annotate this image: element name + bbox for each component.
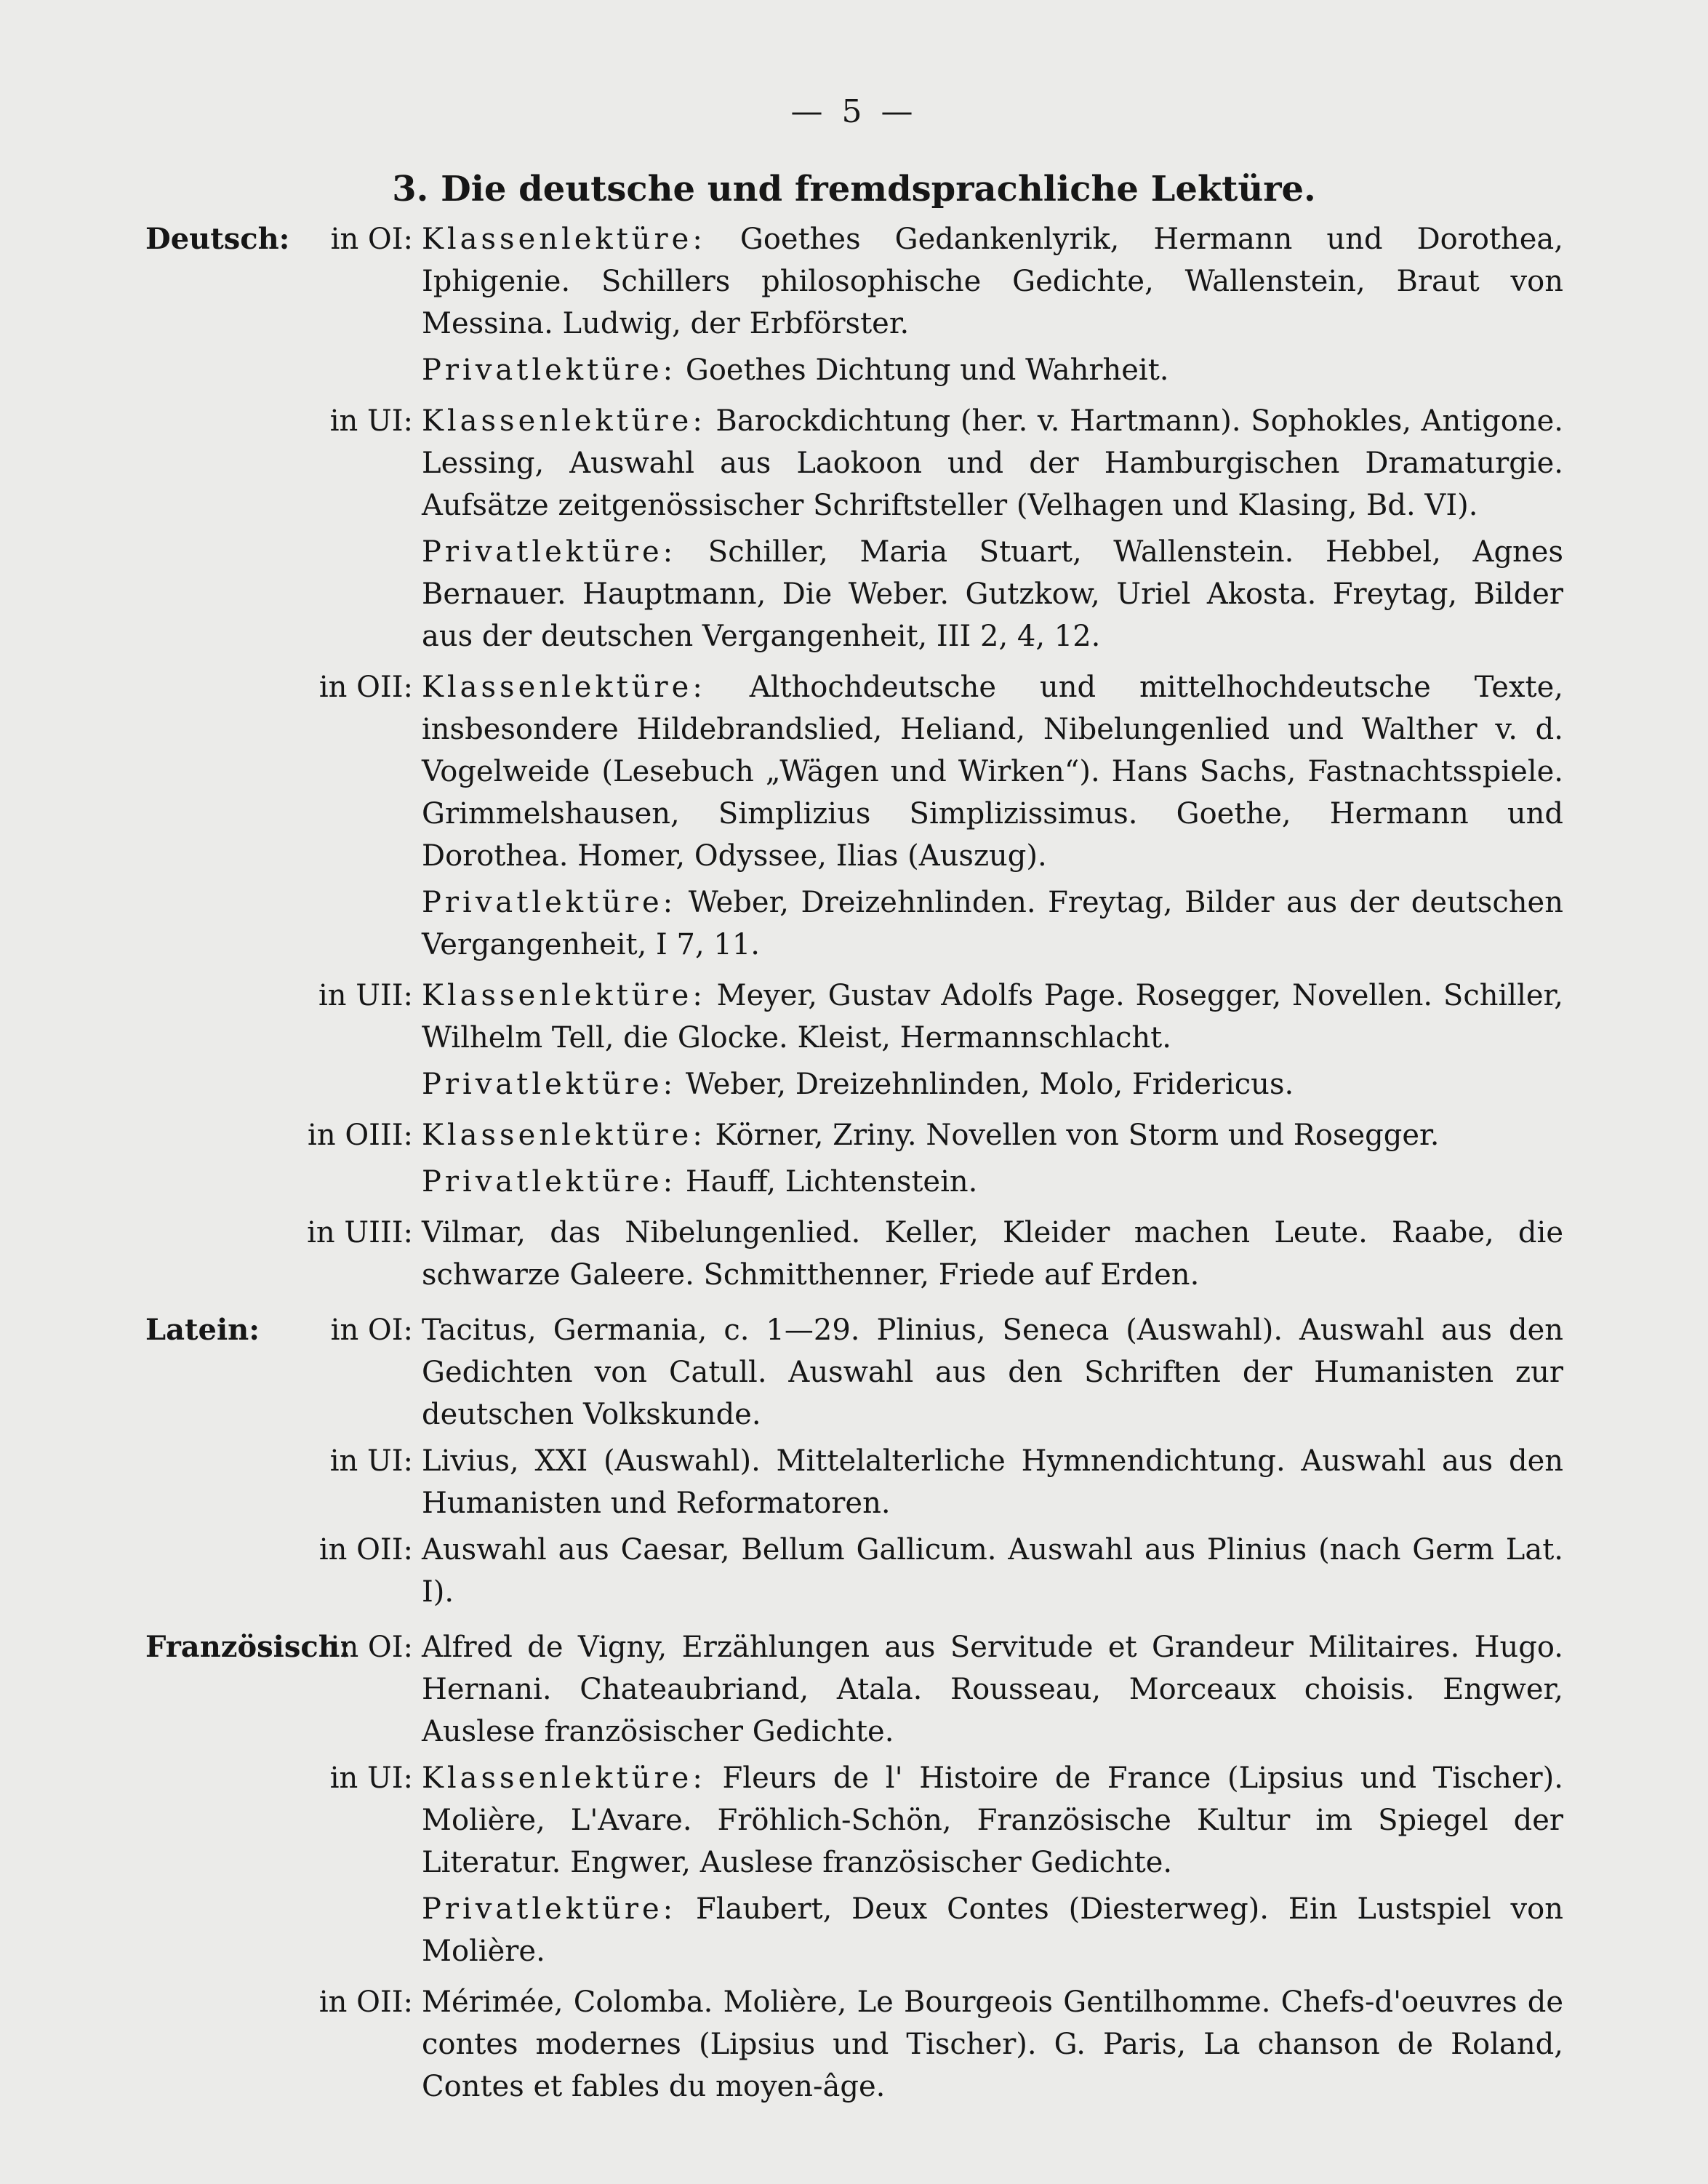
entry-body: Alfred de Vigny, Erzählungen aus Servitude et Grandeur Militaires. Hugo. Hernani. Chateaubriand, Atala. Rousseau, Morceaux choisis. Engwer, Auslese französischer Gedichte.: [422, 1631, 1563, 1748]
reading-list: [145, 218, 1563, 2121]
privatlektuere-label: Privatlektüre:: [422, 353, 677, 387]
franzoesisch-oii-entry: [145, 1981, 1563, 2108]
class-label: in OI:: [330, 1313, 413, 1347]
entry-body: [422, 400, 1563, 662]
klassenlektuere-text: Althochdeutsche und mittelhochdeutsche Texte, insbesondere Hildebrandslied, Heliand, Nibelungenlied und Walther v. d. Vogelweide (Lesebuch „Wägen und Wirken“). Hans Sachs, Fastnachtsspiele. Grimmelshausen, Simplizius Simplizissimus. Goethe, Hermann und Dorothea. Homer, Odyssee, Ilias (Auszug).: [422, 671, 1563, 873]
page-number: — 5 —: [790, 93, 918, 130]
deutsch-uii-entry: [145, 975, 1563, 1110]
privatlektuere-block: [422, 1161, 1563, 1203]
class-label: in UIII:: [307, 1216, 413, 1249]
privatlektuere-block: [422, 1063, 1563, 1105]
class-label: in UII:: [318, 979, 413, 1012]
klassenlektuere-label: Klassenlektüre:: [422, 1761, 706, 1795]
privatlektuere-label: Privatlektüre:: [422, 1068, 677, 1101]
entry-body: [422, 218, 1563, 396]
entry-body: Tacitus, Germania, c. 1—29. Plinius, Seneca (Auswahl). Auswahl aus den Gedichten von Catull. Auswahl aus den Schriften der Humanisten zur deutschen Volkskunde.: [422, 1313, 1563, 1431]
deutsch-oi-entry: [145, 218, 1563, 396]
privatlektuere-text: Goethes Dichtung und Wahrheit.: [685, 353, 1169, 387]
entry-body: Auswahl aus Caesar, Bellum Gallicum. Auswahl aus Plinius (nach Germ Lat. I).: [422, 1533, 1563, 1609]
latein-oii-entry: [145, 1529, 1563, 1613]
klassenlektuere-block: [422, 975, 1563, 1059]
entry-body: Livius, XXI (Auswahl). Mittelalterliche Hymnendichtung. Auswahl aus den Humanisten und Reformatoren.: [422, 1444, 1563, 1520]
class-label: in OII:: [318, 1533, 413, 1567]
franzoesisch-oi-entry: [145, 1626, 1563, 1753]
klassenlektuere-label: Klassenlektüre:: [422, 979, 706, 1012]
entry-body: Vilmar, das Nibelungenlied. Keller, Kleider machen Leute. Raabe, die schwarze Galeere. Schmitthenner, Friede auf Erden.: [422, 1216, 1563, 1292]
klassenlektuere-block: [422, 400, 1563, 527]
franzoesisch-ui-entry: [145, 1757, 1563, 1977]
deutsch-section: [145, 218, 1563, 1296]
privatlektuere-block: [422, 881, 1563, 966]
entry-body: [422, 1114, 1563, 1207]
klassenlektuere-block: [422, 218, 1563, 345]
class-label: in UI:: [329, 404, 413, 438]
latein-section: [145, 1309, 1563, 1613]
class-label: in OI:: [330, 1631, 413, 1664]
klassenlektuere-block: [422, 1757, 1563, 1884]
privatlektuere-text: Hauff, Lichtenstein.: [685, 1165, 978, 1199]
entry-body: [422, 1757, 1563, 1977]
latein-ui-entry: [145, 1440, 1563, 1524]
entry-body: [422, 666, 1563, 970]
privatlektuere-block: [422, 531, 1563, 657]
privatlektuere-text: Weber, Dreizehnlinden, Molo, Fridericus.: [685, 1068, 1294, 1101]
klassenlektuere-label: Klassenlektüre:: [422, 404, 706, 438]
language-label: Französisch:: [145, 1630, 350, 1664]
privatlektuere-text: Schiller, Maria Stuart, Wallenstein. Hebbel, Agnes Bernauer. Hauptmann, Die Weber. Gutzkow, Uriel Akosta. Freytag, Bilder aus der deutschen Vergangenheit, III 2, 4, 12.: [422, 535, 1564, 653]
deutsch-uiii-entry: [145, 1212, 1563, 1296]
class-label: in OI:: [330, 223, 413, 256]
deutsch-oiii-entry: [145, 1114, 1563, 1207]
language-label: Deutsch:: [145, 222, 290, 256]
franzoesisch-section: [145, 1626, 1563, 2108]
class-label: in OII:: [318, 1985, 413, 2019]
klassenlektuere-label: Klassenlektüre:: [422, 1119, 706, 1152]
language-label: Latein:: [145, 1313, 260, 1347]
privatlektuere-block: [422, 349, 1563, 391]
klassenlektuere-text: Meyer, Gustav Adolfs Page. Rosegger, Novellen. Schiller, Wilhelm Tell, die Glocke. Kleist, Hermannschlacht.: [422, 979, 1563, 1055]
class-label: in OII:: [318, 671, 413, 704]
entry-body: Mérimée, Colomba. Molière, Le Bourgeois Gentilhomme. Chefs-d'oeuvres de contes modernes (Lipsius und Tischer). G. Paris, La chanson de Roland, Contes et fables du moyen-âge.: [422, 1985, 1563, 2103]
klassenlektuere-text: Körner, Zriny. Novellen von Storm und Rosegger.: [715, 1119, 1440, 1152]
klassenlektuere-block: [422, 666, 1563, 877]
privatlektuere-label: Privatlektüre:: [422, 886, 677, 919]
latein-oi-entry: [145, 1309, 1563, 1436]
privatlektuere-label: Privatlektüre:: [422, 1892, 677, 1926]
privatlektuere-block: [422, 1888, 1563, 1972]
class-label: in UI:: [329, 1761, 413, 1795]
class-label: in UI:: [329, 1444, 413, 1478]
klassenlektuere-text: Goethes Gedankenlyrik, Hermann und Dorothea, Iphigenie. Schillers philosophische Gedichte, Wallenstein, Braut von Messina. Ludwig, der Erbförster.: [422, 223, 1563, 340]
klassenlektuere-label: Klassenlektüre:: [422, 671, 706, 704]
privatlektuere-text: Weber, Dreizehnlinden. Freytag, Bilder aus der deutschen Vergangenheit, I 7, 11.: [422, 886, 1563, 961]
privatlektuere-label: Privatlektüre:: [422, 535, 677, 569]
entry-body: [422, 975, 1563, 1110]
klassenlektuere-text: Barockdichtung (her. v. Hartmann). Sophokles, Antigone. Lessing, Auswahl aus Laokoon und der Hamburgischen Dramaturgie. Aufsätze zeitgenössischer Schriftsteller (Velhagen und Klasing, Bd. VI).: [422, 404, 1564, 522]
privatlektuere-label: Privatlektüre:: [422, 1165, 677, 1199]
deutsch-oii-entry: [145, 666, 1563, 970]
section-heading: 3. Die deutsche und fremdsprachliche Lektüre.: [392, 169, 1316, 209]
class-label: in OIII:: [308, 1119, 413, 1152]
klassenlektuere-block: [422, 1114, 1563, 1156]
klassenlektuere-text: Fleurs de l' Histoire de France (Lipsius und Tischer). Molière, L'Avare. Fröhlich-Schön, Französische Kultur im Spiegel der Literatur. Engwer, Auslese französischer Gedichte.: [422, 1761, 1564, 1879]
privatlektuere-text: Flaubert, Deux Contes (Diesterweg). Ein Lustspiel von Molière.: [422, 1892, 1563, 1968]
klassenlektuere-label: Klassenlektüre:: [422, 223, 706, 256]
deutsch-ui-entry: [145, 400, 1563, 662]
